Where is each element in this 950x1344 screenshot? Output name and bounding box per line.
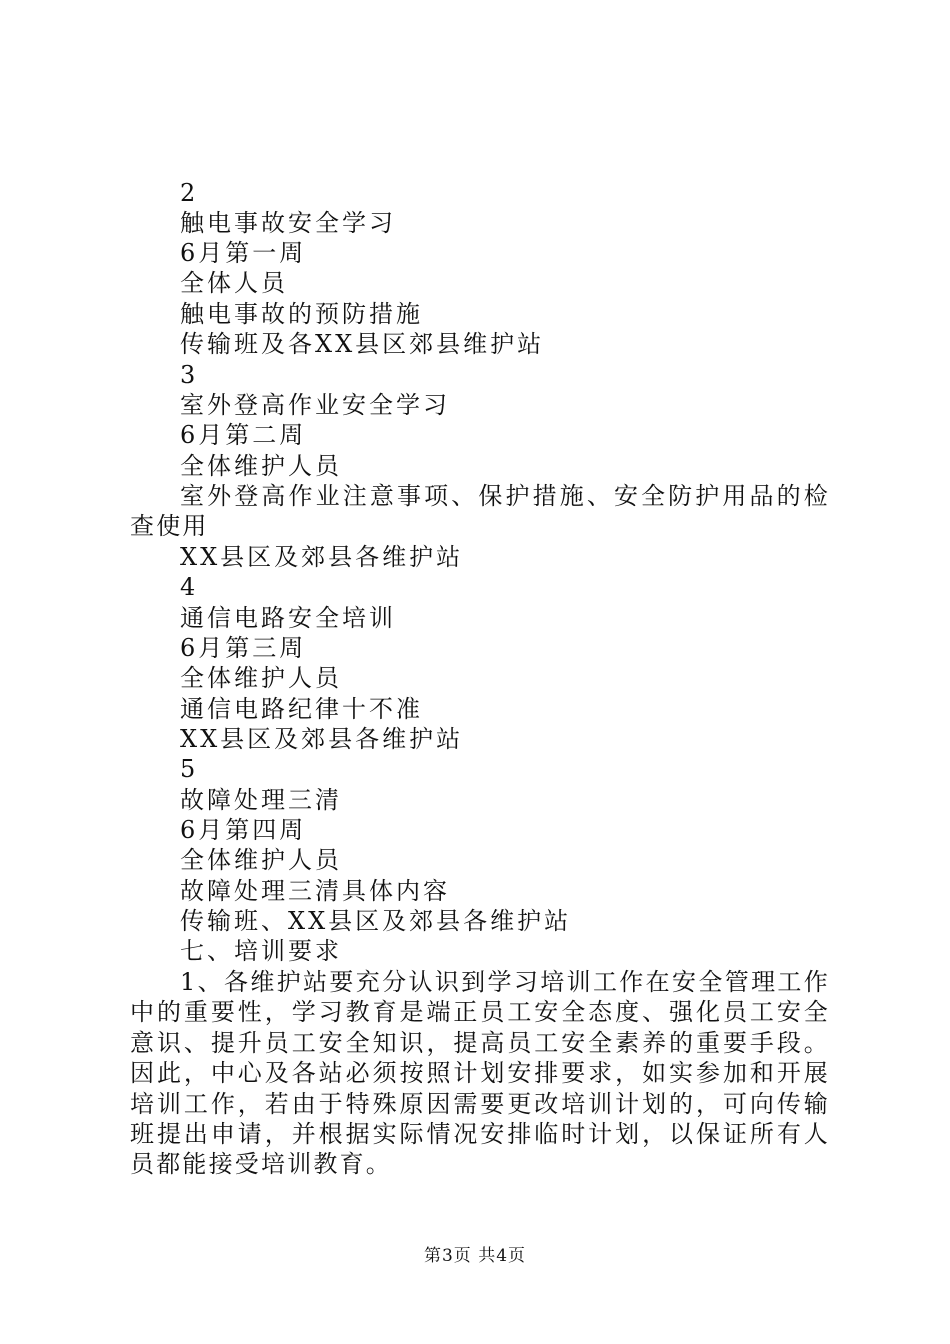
item-title: 通信电路安全培训 [180,604,396,632]
item-dept: 传输班、XX县区及郊县各维护站 [180,907,572,935]
item-target: 全体维护人员 [180,846,342,874]
item-dept: XX县区及郊县各维护站 [180,725,464,753]
item-content: 触电事故的预防措施 [180,300,423,328]
page-footer: 第3页 共4页 [423,1246,527,1266]
item-time: 6月第二周 [180,421,307,449]
item-content: 故障处理三清具体内容 [180,877,450,905]
section-heading: 七、培训要求 [180,937,342,965]
item-target: 全体维护人员 [180,452,342,480]
item-title: 室外登高作业安全学习 [180,391,450,419]
item-number: 3 [180,361,199,389]
item-title: 故障处理三清 [180,786,342,814]
item-title: 触电事故安全学习 [180,209,396,237]
item-time: 6月第四周 [180,816,307,844]
item-target: 全体人员 [180,269,288,297]
item-number: 4 [180,573,199,601]
requirement-paragraph: 1、各维护站要充分认识到学习培训工作在安全管理工作中的重要性，学习教育是端正员工安全态度、强化员工安全意识、提升员工安全知识，提高员工安全素养的重要手段。因此，中心及各站必须按照计划安排要求，如实参加和开展培训工作，若由于特殊原因需要更改培训计划的，可向传输班提出申请，并根据实际情况安排临时计划，以保证所有人员都能接受培训教育。 [130,968,830,1179]
item-time: 6月第三周 [180,634,307,662]
item-content: 室外登高作业注意事项、保护措施、安全防护用品的检查使用 [130,482,830,541]
item-dept: 传输班及各XX县区郊县维护站 [180,330,545,358]
item-time: 6月第一周 [180,239,307,267]
item-target: 全体维护人员 [180,664,342,692]
item-number: 2 [180,179,199,207]
item-content: 通信电路纪律十不准 [180,695,423,723]
item-number: 5 [180,755,199,783]
item-dept: XX县区及郊县各维护站 [180,543,464,571]
